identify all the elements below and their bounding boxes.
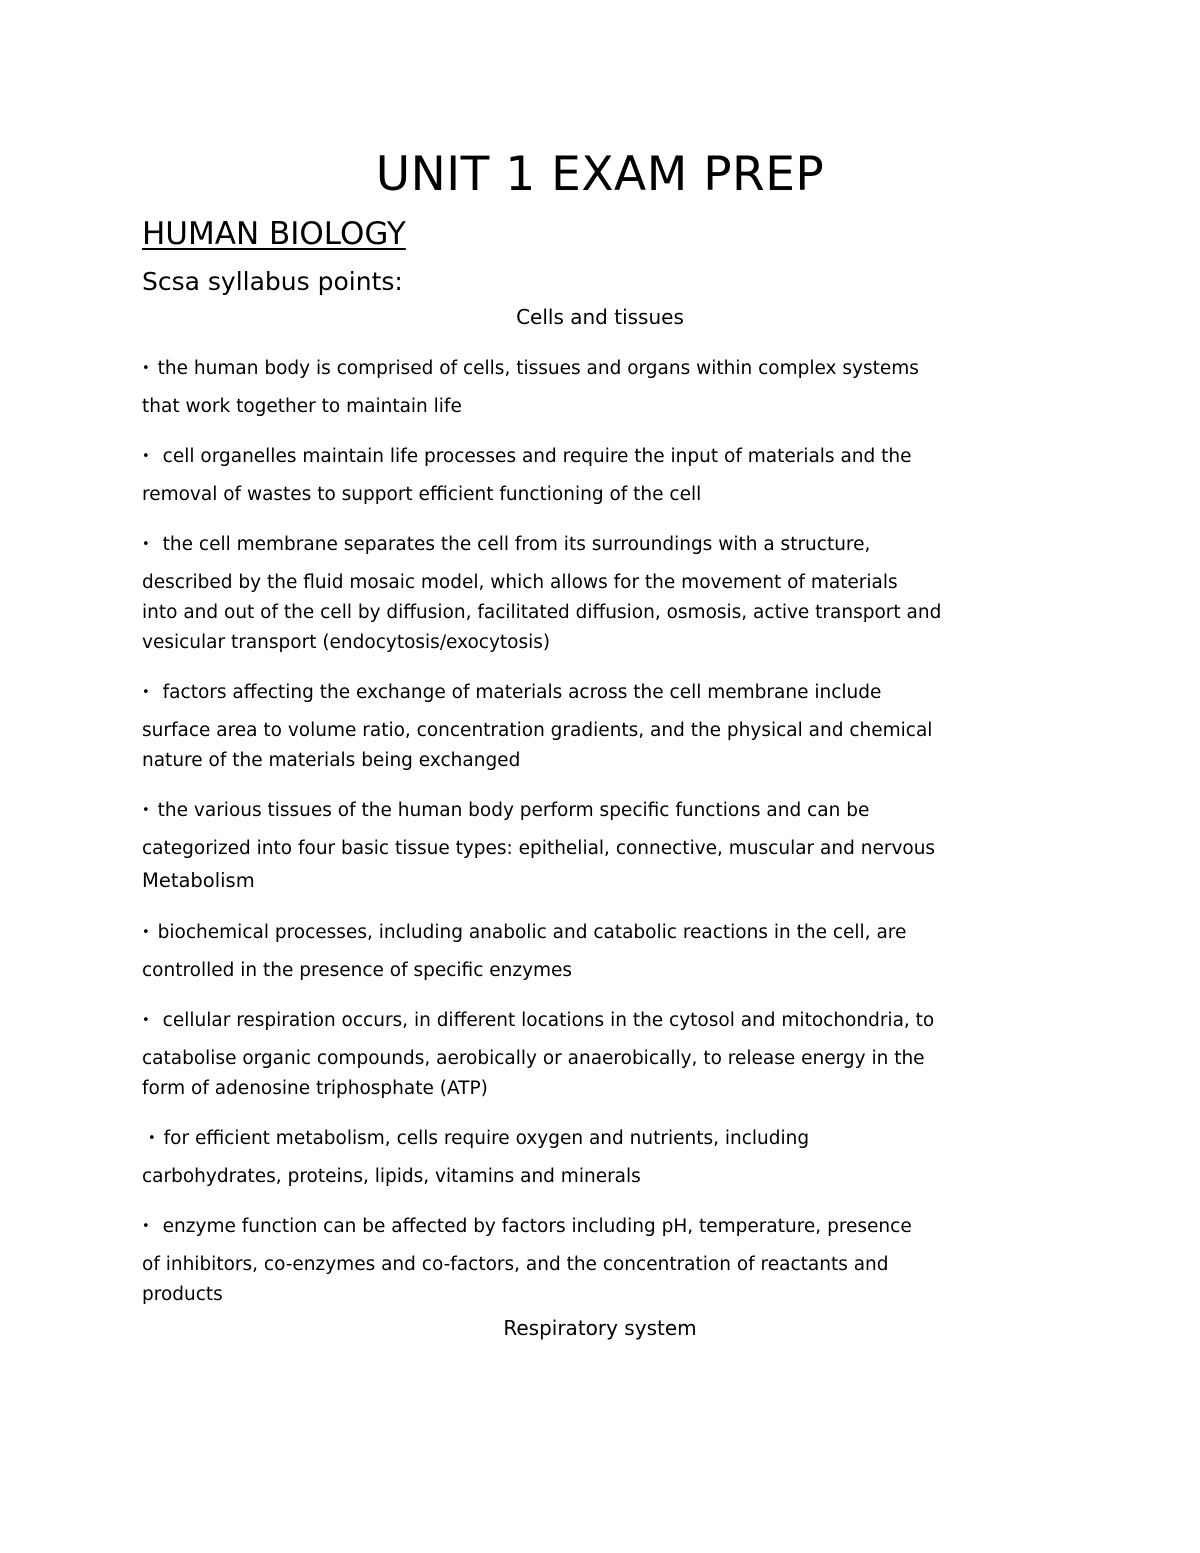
point-text-line: the various tissues of the human body perform specific functions and can be (157, 800, 870, 821)
point-text-line: that work together to maintain life (142, 396, 462, 417)
point-text-line: enzyme function can be affected by factors including pH, temperature, presence (162, 1216, 912, 1237)
point-text-line: into and out of the cell by diffusion, facilitated diffusion, osmosis, active transport and (142, 602, 942, 623)
section-heading-respiratory-system: Respiratory system (503, 1316, 697, 1340)
point-text-line: nature of the materials being exchanged (142, 750, 521, 771)
list-item (142, 1212, 1062, 1310)
section-heading-metabolism: Metabolism (142, 869, 255, 892)
bullet-icon: • (142, 449, 150, 464)
list-item (142, 530, 1062, 658)
point-text-line: catabolise organic compounds, aerobically or anaerobically, to release energy in the (142, 1048, 925, 1069)
list-item (142, 1124, 1062, 1192)
list-item (142, 354, 1062, 422)
list-item (142, 678, 1062, 776)
bullet-icon: • (142, 803, 150, 818)
point-text-line: surface area to volume ratio, concentration gradients, and the physical and chemical (142, 720, 933, 741)
point-text-line: cellular respiration occurs, in different locations in the cytosol and mitochondria, to (162, 1010, 935, 1031)
point-text-line: described by the fluid mosaic model, which allows for the movement of materials (142, 572, 898, 593)
point-text-line: of inhibitors, co-enzymes and co-factors, and the concentration of reactants and (142, 1254, 889, 1275)
point-text-line: vesicular transport (endocytosis/exocytosis) (142, 632, 551, 653)
point-text-line: for efficient metabolism, cells require oxygen and nutrients, including (163, 1128, 810, 1149)
bullet-icon: • (142, 1219, 150, 1234)
bullet-icon: • (142, 1013, 150, 1028)
point-text-line: controlled in the presence of specific enzymes (142, 960, 573, 981)
point-text-line: categorized into four basic tissue types: epithelial, connective, muscular and nervous (142, 838, 936, 859)
subject-heading: HUMAN BIOLOGY (142, 216, 406, 252)
point-text-line: the human body is comprised of cells, tissues and organs within complex systems (157, 358, 919, 379)
point-text-line: cell organelles maintain life processes and require the input of materials and the (162, 446, 912, 467)
point-text-line: factors affecting the exchange of materials across the cell membrane include (162, 682, 882, 703)
list-item (142, 1006, 1062, 1104)
point-text-line: products (142, 1284, 223, 1305)
point-text-line: form of adenosine triphosphate (ATP) (142, 1078, 488, 1099)
bullet-icon: • (148, 1131, 156, 1146)
list-item (142, 796, 1062, 864)
point-text-line: the cell membrane separates the cell from its surroundings with a structure, (162, 534, 871, 555)
point-text-line: removal of wastes to support efficient functioning of the cell (142, 484, 702, 505)
document-title: UNIT 1 EXAM PREP (375, 147, 825, 202)
bullet-icon: • (142, 685, 150, 700)
list-item (142, 918, 1062, 986)
syllabus-heading: Scsa syllabus points: (142, 267, 403, 296)
point-text-line: biochemical processes, including anabolic and catabolic reactions in the cell, are (157, 922, 907, 943)
section-heading-cells-and-tissues: Cells and tissues (516, 305, 684, 329)
point-text-line: carbohydrates, proteins, lipids, vitamins and minerals (142, 1166, 641, 1187)
bullet-icon: • (142, 925, 150, 940)
bullet-icon: • (142, 537, 150, 552)
bullet-icon: • (142, 361, 150, 376)
list-item (142, 442, 1062, 510)
